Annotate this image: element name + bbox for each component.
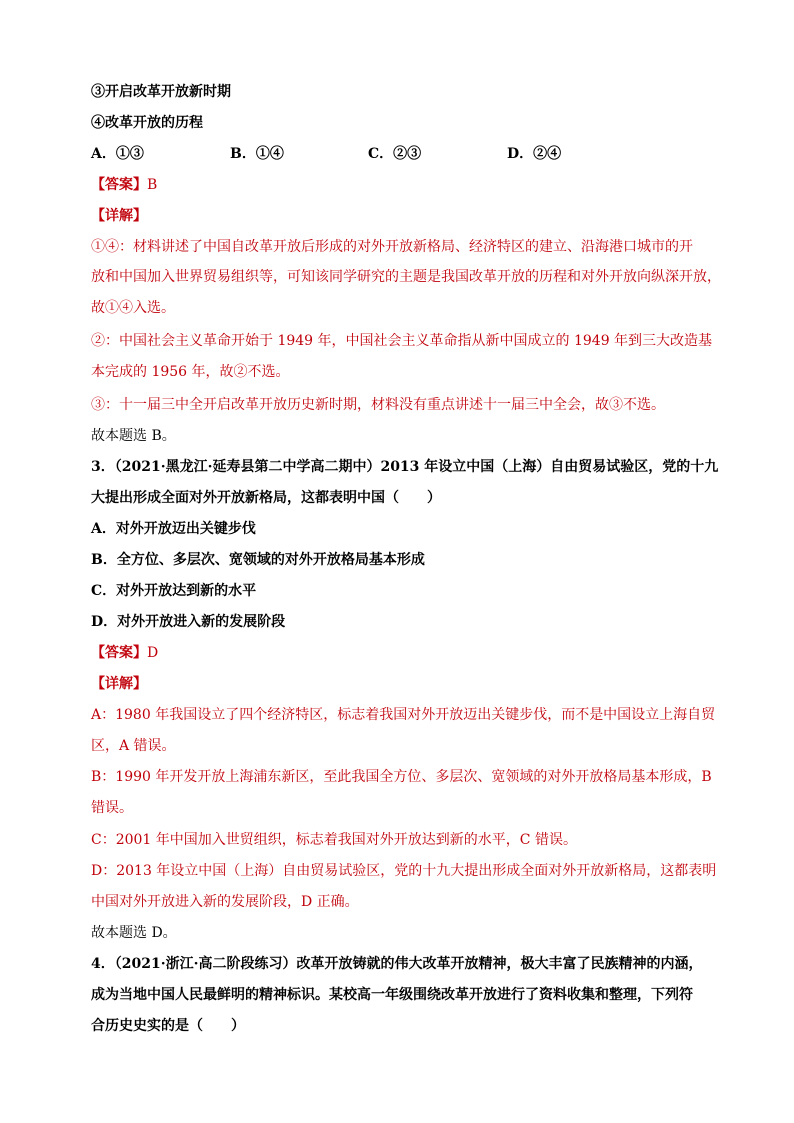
q3-stem-a: 3．（2021·黑龙江·延寿县第二中学高二期中）2013 年设立中国（上海）自由贸易试验区，党的十九 xyxy=(91,459,719,475)
answer-value: D xyxy=(147,645,159,661)
q2-explain-1c: 故①④入选。 xyxy=(91,300,175,316)
q3-explain-d1: D：2013 年设立中国（上海）自由贸易试验区，党的十九大提出形成全面对外开放新格局，这都表明 xyxy=(91,863,717,879)
q3-explain-b1: B：1990 年开发开放上海浦东新区，至此我国全方位、多层次、宽领域的对外开放格局基本形成，B xyxy=(91,769,712,785)
q2-option-a: A．①③ xyxy=(91,146,144,162)
q2-item-3: ③开启改革开放新时期 xyxy=(91,84,231,100)
q3-option-d: D．对外开放进入新的发展阶段 xyxy=(91,614,286,630)
q4-stem-a: 4．（2021·浙江·高二阶段练习）改革开放铸就的伟大改革开放精神，极大丰富了民族精神的内涵， xyxy=(91,956,703,972)
q3-conclusion: 故本题选 D。 xyxy=(91,925,177,941)
q4-stem-c: 合历史史实的是（ ） xyxy=(91,1018,245,1034)
q3-explain-c: C：2001 年中国加入世贸组织，标志着我国对外开放达到新的水平，C 错误。 xyxy=(91,832,577,848)
q3-explain-a1: A：1980 年我国设立了四个经济特区，标志着我国对外开放迈出关键步伐，而不是中国设立上海自贸 xyxy=(91,707,716,723)
q4-stem-b: 成为当地中国人民最鲜明的精神标识。某校高一年级围绕改革开放进行了资料收集和整理，下列符 xyxy=(91,987,693,1003)
q3-explain-d2: 中国对外开放进入新的发展阶段，D 正确。 xyxy=(91,894,359,910)
q3-option-a: A．对外开放迈出关键步伐 xyxy=(91,521,256,537)
q3-explain-a2: 区，A 错误。 xyxy=(91,738,176,754)
q3-explain-b2: 错误。 xyxy=(91,800,133,816)
answer-label: 【答案】 xyxy=(91,177,147,193)
q2-conclusion: 故本题选 B。 xyxy=(91,428,176,444)
answer-value: B xyxy=(147,177,158,193)
q2-explain-1a: ①④：材料讲述了中国自改革开放后形成的对外开放新格局、经济特区的建立、沿海港口城市的开 xyxy=(91,239,693,255)
q2-answer xyxy=(91,175,711,195)
q2-explain-2b: 本完成的 1956 年，故②不选。 xyxy=(91,364,290,380)
q2-option-c: C．②③ xyxy=(368,146,422,162)
q2-option-d: D．②④ xyxy=(507,146,562,162)
q3-answer xyxy=(91,643,711,663)
q3-detail-label: 【详解】 xyxy=(91,676,147,692)
q2-explain-2a: ②：中国社会主义革命开始于 1949 年，中国社会主义革命指从新中国成立的 1949 年到三大改造基 xyxy=(91,333,713,349)
q2-option-b: B．①④ xyxy=(230,146,284,162)
q2-detail-label: 【详解】 xyxy=(91,208,147,224)
q3-option-b: B．全方位、多层次、宽领域的对外开放格局基本形成 xyxy=(91,552,425,568)
q3-stem-b: 大提出形成全面对外开放新格局，这都表明中国（ ） xyxy=(91,490,441,506)
q2-explain-3: ③：十一届三中全开启改革开放历史新时期，材料没有重点讲述十一届三中全会，故③不选。 xyxy=(91,397,665,413)
q2-explain-1b: 放和中国加入世界贸易组织等，可知该同学研究的主题是我国改革开放的历程和对外开放向纵深开放， xyxy=(91,269,721,285)
q3-option-c: C．对外开放达到新的水平 xyxy=(91,583,257,599)
q2-item-4: ④改革开放的历程 xyxy=(91,115,203,131)
answer-label: 【答案】 xyxy=(91,645,147,661)
